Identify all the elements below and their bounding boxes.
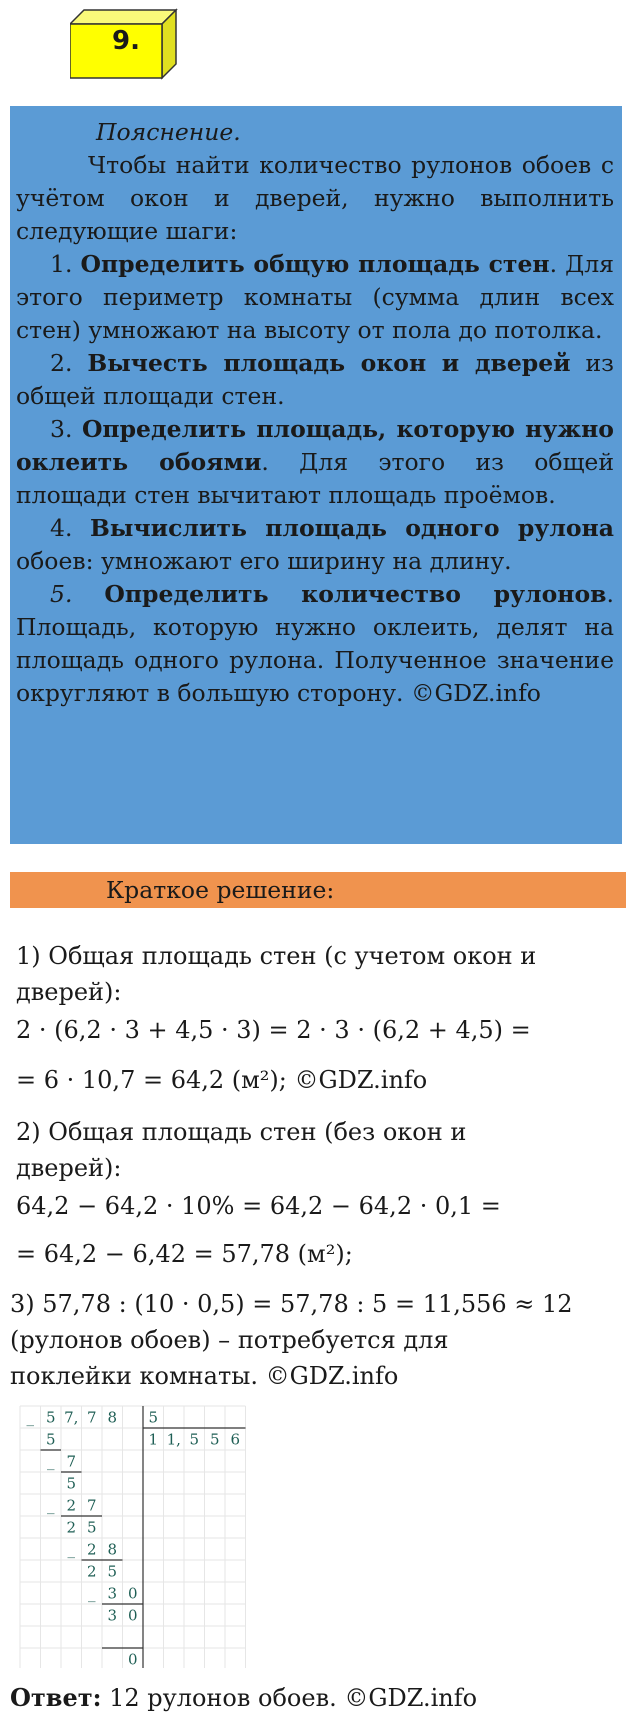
explanation-panel: [10, 106, 622, 844]
quotient-digit: 1,: [166, 1430, 181, 1449]
step-2: 2. Вычесть площадь окон и дверей из общей площади стен.: [16, 349, 614, 410]
solution-line: (рулонов обоев) – потребуется для: [10, 1326, 449, 1354]
dividend-digit: 8: [107, 1408, 118, 1427]
answer-label: Ответ:: [10, 1683, 102, 1712]
step-3: 3. Определить площадь, которую нужно оклеить обоями. Для этого из общей площади стен вычитают площадь проёмов.: [16, 415, 614, 509]
step-5: 5. Определить количество рулонов. Площадь, которую нужно оклеить, делят на площадь одного рулона. Полученное значение округляют в большую сторону. ©GDZ.info: [16, 580, 614, 707]
division-step-digit: 5: [107, 1562, 118, 1581]
step-4: 4. Вычислить площадь одного рулона обоев: умножают его ширину на длину.: [16, 514, 614, 575]
step-1: 1. Определить общую площадь стен. Для этого периметр комнаты (сумма длин всех стен) умножают на высоту от пола до потолка.: [16, 250, 614, 344]
minus-sign: _: [67, 1540, 75, 1559]
answer-line: [10, 1680, 477, 1716]
division-step-digit: 7: [66, 1452, 77, 1471]
division-step-digit: 2: [86, 1562, 97, 1581]
solution-line: 64,2 − 64,2 · 10% = 64,2 − 64,2 · 0,1 =: [16, 1192, 501, 1220]
explanation-heading: Пояснение.: [96, 118, 241, 146]
long-division-grid: [14, 1404, 264, 1668]
task-number: 9.: [112, 26, 140, 56]
explanation-intro: Чтобы найти количество рулонов обоев с учётом окон и дверей, нужно выполнить следующие шаги:: [16, 151, 614, 245]
solution-line: поклейки комнаты. ©GDZ.info: [10, 1362, 399, 1390]
minus-sign: _: [26, 1408, 34, 1427]
division-step-digit: 2: [66, 1496, 77, 1515]
quotient-digit: 5: [189, 1430, 200, 1449]
minus-sign: _: [47, 1452, 55, 1471]
minus-sign: _: [47, 1496, 55, 1515]
solution-line: дверей):: [16, 1154, 122, 1182]
division-step-digit: 0: [127, 1584, 138, 1603]
division-step-digit: 2: [66, 1518, 77, 1537]
dividend-digit: 7: [86, 1408, 97, 1427]
quotient-digit: 1: [148, 1430, 159, 1449]
division-step-digit: 3: [107, 1606, 118, 1625]
divisor-digit: 5: [148, 1408, 159, 1427]
division-step-digit: 5: [66, 1474, 77, 1493]
solution-line: 2 · (6,2 · 3 + 4,5 · 3) = 2 · 3 · (6,2 + 4,5) =: [16, 1016, 531, 1044]
solution-line: 2) Общая площадь стен (без окон и: [16, 1118, 467, 1146]
solution-line: 1) Общая площадь стен (с учетом окон и: [16, 942, 537, 970]
division-step-digit: 2: [86, 1540, 97, 1559]
division-step-digit: 0: [127, 1650, 138, 1668]
dividend-digit: 5: [45, 1408, 56, 1427]
answer-text: 12 рулонов обоев. ©GDZ.info: [101, 1684, 478, 1712]
division-step-digit: 0: [127, 1606, 138, 1625]
division-step-digit: 5: [45, 1430, 56, 1449]
quotient-digit: 5: [209, 1430, 220, 1449]
solution-line: дверей):: [16, 978, 122, 1006]
solution-line: = 6 · 10,7 = 64,2 (м²); ©GDZ.info: [16, 1066, 428, 1094]
division-step-digit: 8: [107, 1540, 118, 1559]
long-division: [14, 1404, 264, 1668]
division-step-digit: 3: [107, 1584, 118, 1603]
quotient-digit: 6: [230, 1430, 241, 1449]
division-step-digit: 7: [86, 1496, 97, 1515]
minus-sign: _: [88, 1584, 96, 1603]
short-solution-header: Краткое решение:: [10, 872, 626, 908]
division-step-digit: 5: [86, 1518, 97, 1537]
solution-line: = 64,2 − 6,42 = 57,78 (м²);: [16, 1240, 353, 1268]
dividend-digit: 7,: [64, 1408, 79, 1427]
solution-line: 3) 57,78 : (10 · 0,5) = 57,78 : 5 = 11,556 ≈ 12: [10, 1290, 573, 1318]
